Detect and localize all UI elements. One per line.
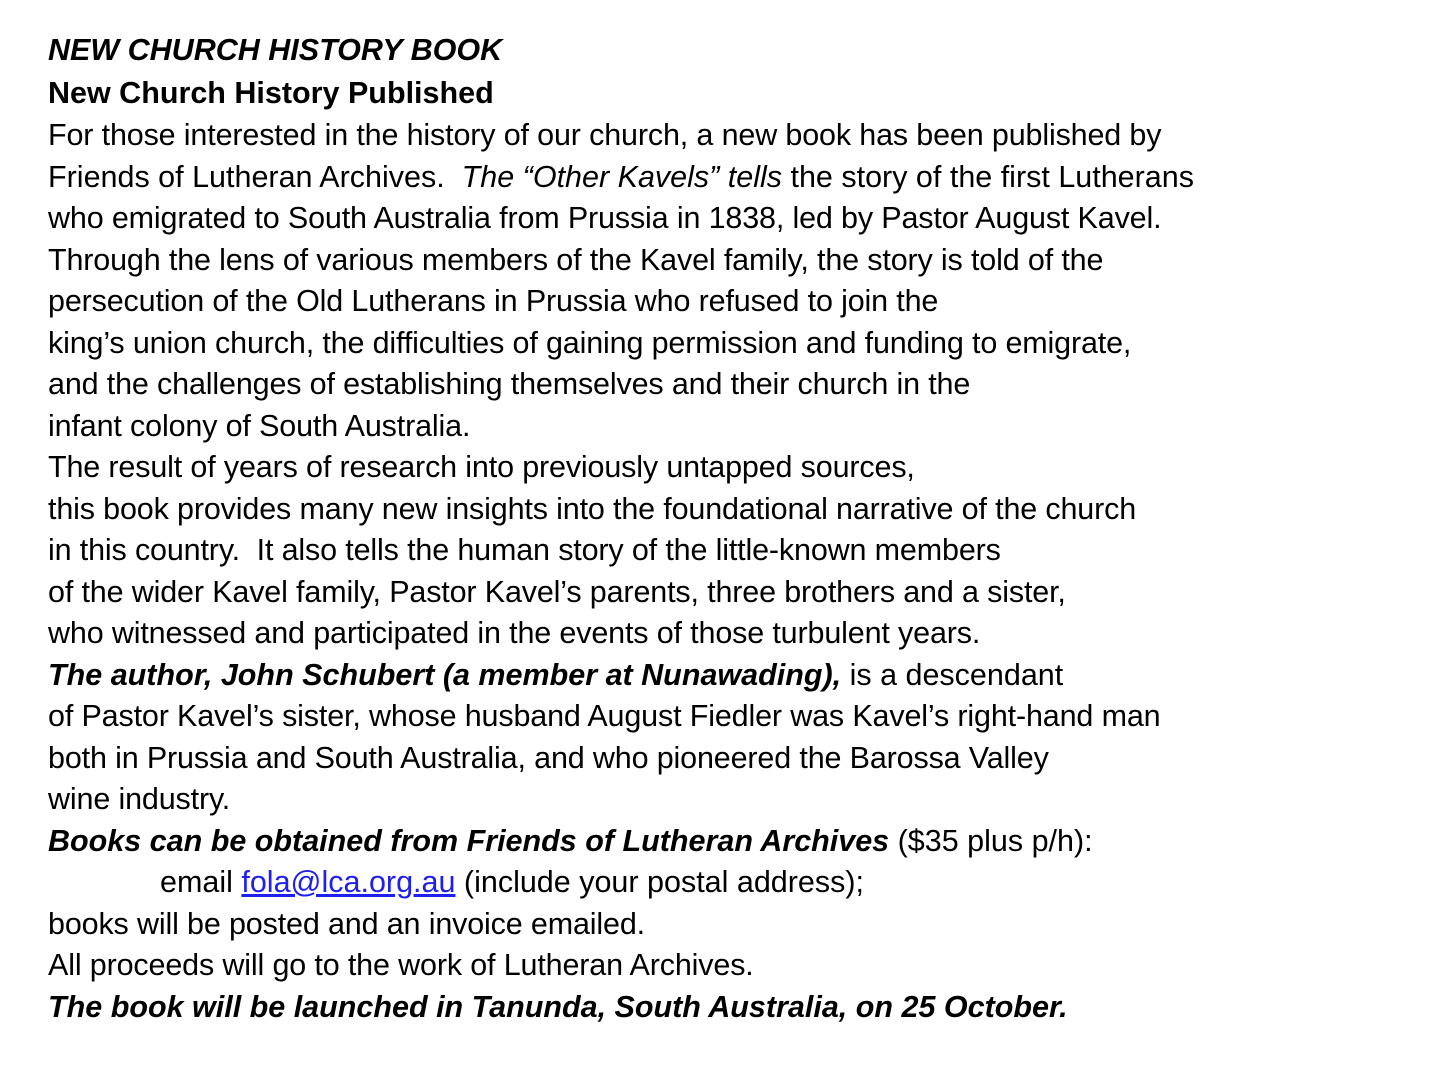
paragraph-3-line-4: wine industry.	[48, 782, 231, 816]
paragraph-1-line-7: and the challenges of establishing themselves and their church in the	[48, 367, 971, 401]
book-title-italic: The “Other Kavels” tells	[461, 159, 783, 194]
ordering-line-3: books will be posted and an invoice emailed.	[48, 906, 645, 941]
paragraph-3-line-2: of Pastor Kavel’s sister, whose husband August Fiedler was Kavel’s right-hand man	[48, 699, 1161, 733]
paragraph-1-line-2	[48, 157, 1414, 199]
launch-note: The book will be launched in Tanunda, South Australia, on 25 October.	[48, 989, 1068, 1024]
page-subtitle: New Church History Published	[48, 76, 494, 110]
page-title: NEW CHURCH HISTORY BOOK	[48, 33, 503, 67]
ordering-line-1	[48, 821, 1414, 863]
paragraph-1-line-8: infant colony of South Australia.	[48, 408, 471, 443]
paragraph-1-line-2-tail: the story of the first Lutherans	[782, 159, 1194, 194]
ordering-price: ($35 plus p/h):	[889, 823, 1093, 858]
ordering-line-4: All proceeds will go to the work of Lutheran Archives.	[48, 948, 754, 982]
paragraph-2-line-5: who witnessed and participated in the events of those turbulent years.	[48, 616, 981, 650]
paragraph-1-line-4: Through the lens of various members of the Kavel family, the story is told of the	[48, 242, 1104, 277]
paragraph-1-line-6: king’s union church, the difficulties of gaining permission and funding to emigrate,	[48, 325, 1132, 360]
author-credit: The author, John Schubert (a member at Nunawading),	[48, 657, 842, 692]
paragraph-1-line-3: who emigrated to South Australia from Prussia in 1838, led by Pastor August Kavel.	[48, 201, 1162, 235]
paragraph-2-line-1: The result of years of research into previously untapped sources,	[48, 450, 915, 484]
paragraph-1-line-5: persecution of the Old Lutherans in Prussia who refused to join the	[48, 284, 939, 318]
paragraph-3-line-3: both in Prussia and South Australia, and who pioneered the Barossa Valley	[48, 740, 1049, 775]
email-link[interactable]: fola@lca.org.au	[241, 865, 456, 899]
author-credit-tail: is a descendant	[841, 657, 1064, 692]
email-note: (include your postal address);	[455, 865, 865, 899]
paragraph-2-line-4: of the wider Kavel family, Pastor Kavel’s parents, three brothers and a sister,	[48, 574, 1066, 609]
paragraph-1-line-2-text: Friends of Lutheran Archives.	[48, 159, 462, 194]
paragraph-1-line-1: For those interested in the history of our church, a new book has been published by	[48, 118, 1162, 152]
ordering-email-line	[48, 862, 1414, 904]
paragraph-2-line-3: in this country. It also tells the human story of the little-known members	[48, 533, 1001, 567]
paragraph-2-line-2: this book provides many new insights into the foundational narrative of the church	[48, 491, 1137, 526]
email-label: email	[160, 865, 242, 899]
ordering-heading: Books can be obtained from Friends of Lutheran Archives	[48, 823, 890, 858]
paragraph-3-line-1	[48, 655, 1414, 697]
